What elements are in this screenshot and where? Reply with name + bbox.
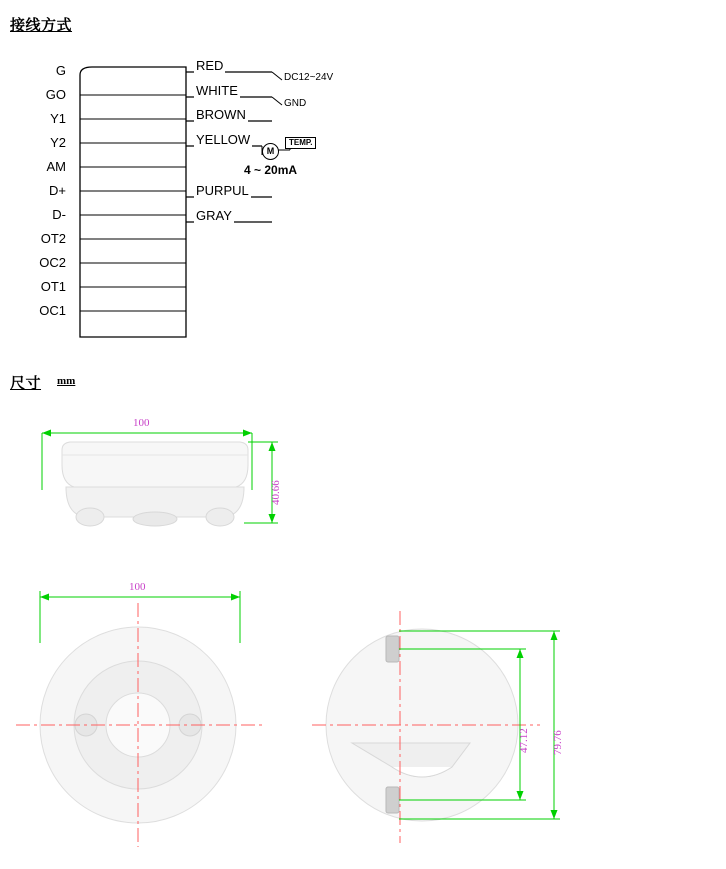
terminal-label: OC1 [39, 303, 66, 318]
terminal-label: D+ [49, 183, 66, 198]
wire-label-brown: BROWN [196, 107, 246, 122]
ground-label: GND [284, 98, 307, 109]
current-range-label: 4 ~ 20mA [244, 163, 298, 177]
terminal-label: OC2 [39, 255, 66, 270]
temperature-sensor-box: TEMP. [285, 137, 316, 149]
motor-symbol: M [262, 143, 279, 160]
terminal-label: AM [46, 159, 66, 174]
terminal-label: Y2 [50, 135, 66, 150]
dimension-drawings-svg [0, 395, 726, 865]
top-view-inner-dimension: 47.12 [518, 728, 530, 753]
terminal-label: GO [45, 87, 66, 102]
bottom-view-diameter-dimension: 100 [129, 581, 146, 593]
wire-label-purpul: PURPUL [196, 183, 249, 198]
terminal-label: OT2 [40, 231, 66, 246]
wire-label-gray: GRAY [196, 208, 232, 223]
wiring-diagram [0, 55, 420, 355]
wire-label-red: RED [196, 58, 224, 73]
wire-label-white: WHITE [196, 83, 238, 98]
dimension-unit-label: mm [57, 375, 76, 387]
dimension-drawings [0, 395, 726, 865]
terminal-label: D- [52, 207, 66, 222]
top-view-outer-dimension: 79.76 [552, 730, 564, 755]
dimension-section-title: 尺寸 [10, 375, 42, 392]
terminal-label: OT1 [40, 279, 66, 294]
power-supply-label: DC12~24V [284, 72, 334, 83]
wiring-section-title: 接线方式 [10, 17, 73, 34]
terminal-label: Y1 [50, 111, 66, 126]
terminal-label: G [55, 63, 66, 78]
side-view-height-dimension: 40.66 [270, 480, 282, 505]
wire-label-yellow: YELLOW [196, 132, 251, 147]
side-view-width-dimension: 100 [133, 417, 150, 429]
